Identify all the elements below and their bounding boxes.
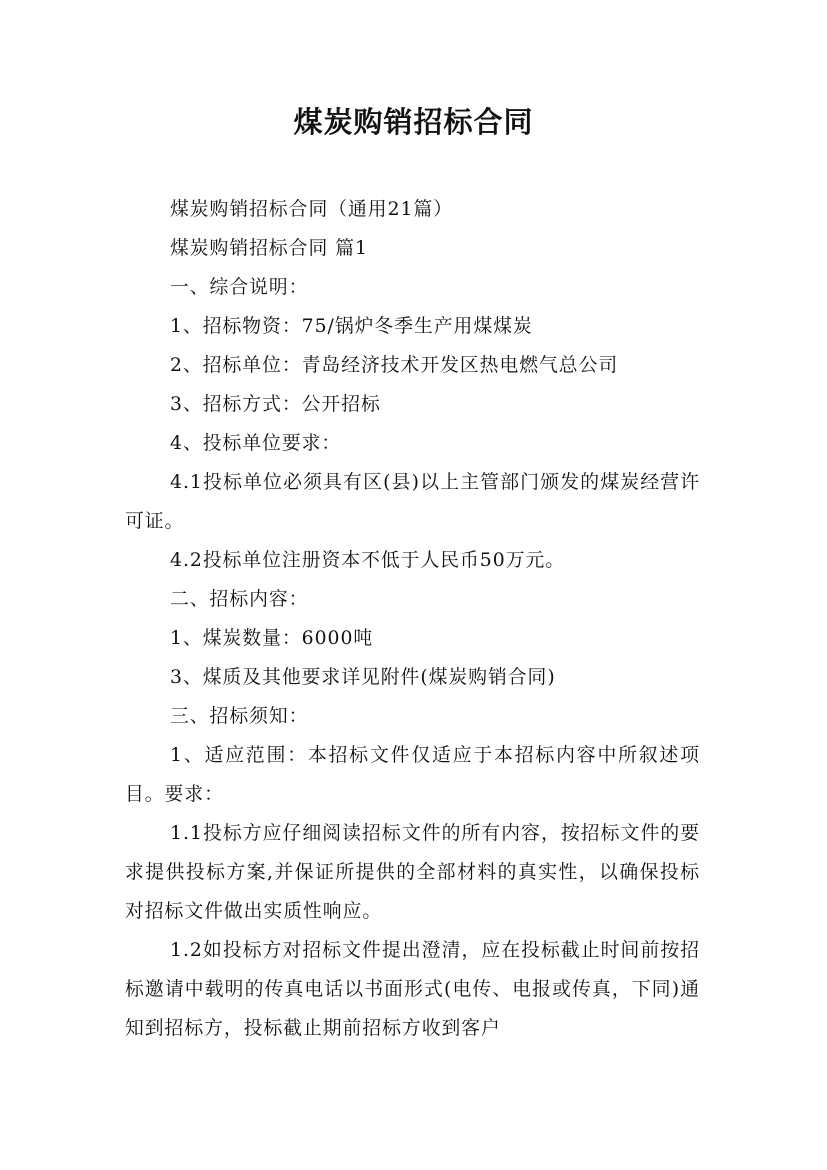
paragraph-section-title: 煤炭购销招标合同 篇1 [170, 238, 368, 259]
paragraph-coal-quantity: 1、煤炭数量：6000吨 [170, 628, 374, 649]
paragraph-tender-unit: 2、招标单位：青岛经济技术开发区热电燃气总公司 [170, 355, 619, 376]
paragraph-content-heading: 二、招标内容： [170, 589, 309, 610]
paragraph-notice-heading: 三、招标须知： [170, 706, 309, 727]
document-body [125, 190, 700, 1048]
paragraph-requirement-license: 4.1投标单位必须具有区(县)以上主管部门颁发的煤炭经营许可证。 [125, 472, 700, 532]
paragraph-clarification: 1.2如投标方对招标文件提出澄清，应在投标截止时间前按招标邀请中载明的传真电话以书面形式(电传、电报或传真，下同)通知到招标方，投标截止期前招标方收到客户 [125, 940, 700, 1039]
document-title: 煤炭购销招标合同 [293, 105, 534, 139]
paragraph-bidder-requirements: 4、投标单位要求： [170, 433, 342, 454]
paragraph-material: 1、招标物资：75/锅炉冬季生产用煤煤炭 [170, 316, 533, 337]
paragraph-read-documents: 1.1投标方应仔细阅读招标文件的所有内容，按招标文件的要求提供投标方案,并保证所提供的全部材料的真实性，以确保投标对招标文件做出实质性响应。 [125, 823, 700, 922]
paragraph-coal-quality: 3、煤质及其他要求详见附件(煤炭购销合同) [170, 667, 556, 688]
paragraph-heading-general: 煤炭购销招标合同（通用21篇） [170, 199, 454, 220]
paragraph-scope: 1、适应范围：本招标文件仅适应于本招标内容中所叙述项目。要求： [125, 745, 700, 805]
paragraph-tender-method: 3、招标方式：公开招标 [170, 394, 381, 415]
paragraph-requirement-capital: 4.2投标单位注册资本不低于人民币50万元。 [170, 550, 566, 571]
paragraph-overview-heading: 一、综合说明： [170, 277, 309, 298]
